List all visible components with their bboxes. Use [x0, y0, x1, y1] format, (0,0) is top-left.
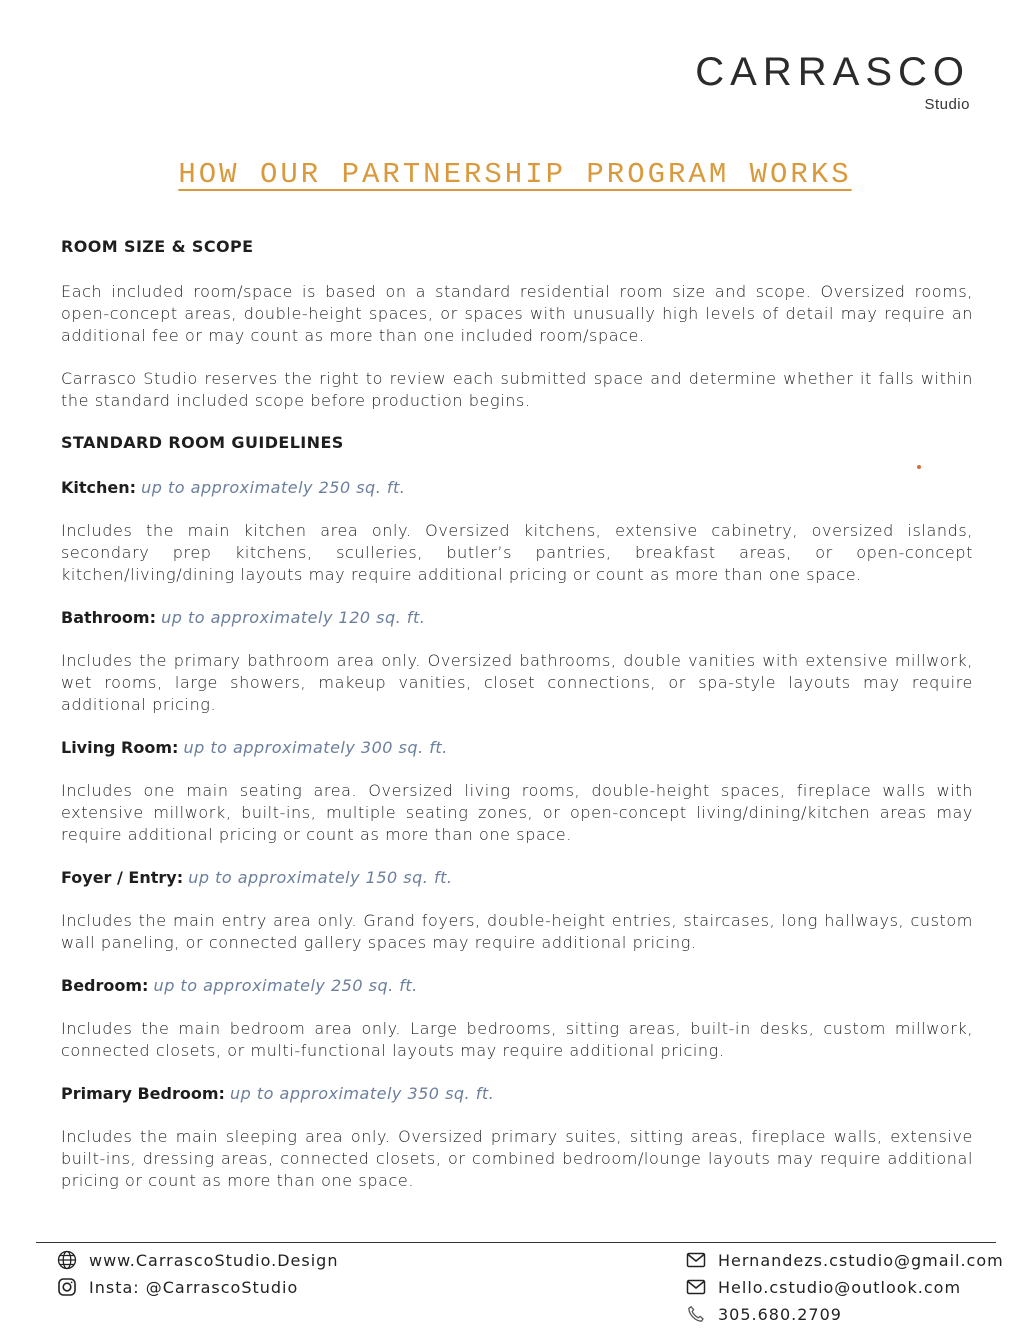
room-foyer-label [61, 867, 973, 889]
room-label: Primary Bedroom: [61, 1084, 225, 1103]
room-living-label [61, 737, 973, 759]
room-label: Bathroom: [61, 608, 156, 627]
brand-name: CARRASCO [695, 50, 970, 94]
room-foyer-text: Includes the main entry area only. Grand foyers, double-height entries, staircases, long hallways, custom wall paneling, or connected gallery spaces may require additional pricing. [61, 911, 973, 952]
room-range: up to approximately 300 sq. ft. [183, 738, 448, 757]
room-label: Foyer / Entry: [61, 868, 184, 887]
insta-link[interactable]: Insta: @CarrascoStudio [89, 1277, 299, 1297]
phone-link[interactable]: 305.680.2709 [718, 1304, 842, 1324]
section-heading-guidelines: STANDARD ROOM GUIDELINES [61, 433, 344, 452]
brand-sub: Studio [924, 96, 970, 113]
room-primary-bedroom-text: Includes the main sleeping area only. Oversized primary suites, sitting areas, fireplace walls, extensive built-ins, dressing areas, connected closets, or combined bedroom/lounge layouts may require additional pricing or count as more than one space. [61, 1127, 973, 1190]
room-bedroom-text: Includes the main bedroom area only. Large bedrooms, sitting areas, built-in desks, custom millwork, connected closets, or multi-functional layouts may require additional pricing. [61, 1019, 973, 1060]
room-range: up to approximately 150 sq. ft. [188, 868, 453, 887]
footer-email-1[interactable] [685, 1249, 1004, 1271]
footer-insta[interactable] [56, 1276, 298, 1298]
section-heading-scope: ROOM SIZE & SCOPE [61, 237, 254, 256]
website-link[interactable]: www.CarrascoStudio.Design [89, 1250, 339, 1270]
room-kitchen-label [61, 477, 973, 499]
mail-icon [685, 1249, 707, 1271]
page-title-wrap [0, 158, 1030, 191]
room-kitchen-text: Includes the main kitchen area only. Oversized kitchens, extensive cabinetry, oversized islands, secondary prep kitchens, sculleries, butler’s pantries, breakfast areas, or open-concept kitchen/living/dining layouts may require additional pricing or count as more than one space. [61, 521, 973, 584]
room-range: up to approximately 120 sq. ft. [161, 608, 426, 627]
page-title: HOW OUR PARTNERSHIP PROGRAM WORKS [178, 158, 852, 191]
room-bedroom-label [61, 975, 973, 997]
room-label: Kitchen: [61, 478, 137, 497]
instagram-icon [56, 1276, 78, 1298]
room-label: Bedroom: [61, 976, 149, 995]
room-bathroom-text: Includes the primary bathroom area only. Oversized bathrooms, double vanities with extensive millwork, wet rooms, large showers, makeup vanities, closet connections, or spa-style layouts may require additional pricing. [61, 651, 973, 714]
phone-icon [685, 1303, 707, 1325]
mail-icon [685, 1276, 707, 1298]
scope-paragraph-1: Each included room/space is based on a standard residential room size and scope. Oversized rooms, open-concept areas, double-height spaces, or spaces with unusually high levels of detail may require an additional fee or may count as more than one included room/space. [61, 282, 973, 345]
globe-icon [56, 1249, 78, 1271]
room-range: up to approximately 250 sq. ft. [141, 478, 406, 497]
scope-paragraph-2: Carrasco Studio reserves the right to review each submitted space and determine whether it falls within the standard included scope before production begins. [61, 369, 973, 410]
footer-divider [36, 1242, 996, 1243]
room-range: up to approximately 350 sq. ft. [230, 1084, 495, 1103]
room-bathroom-label [61, 607, 973, 629]
room-primary-bedroom-label [61, 1083, 973, 1105]
content [61, 236, 973, 1192]
email-2-link[interactable]: Hello.cstudio@outlook.com [718, 1277, 962, 1297]
room-range: up to approximately 250 sq. ft. [153, 976, 418, 995]
room-living-text: Includes one main seating area. Oversized living rooms, double-height spaces, fireplace walls with extensive millwork, built-ins, multiple seating zones, or open-concept living/dining/kitchen areas may require additional pricing or count as more than one space. [61, 781, 973, 844]
room-label: Living Room: [61, 738, 179, 757]
footer-email-2[interactable] [685, 1276, 961, 1298]
footer-website[interactable] [56, 1249, 338, 1271]
email-1-link[interactable]: Hernandezs.cstudio@gmail.com [718, 1250, 1004, 1270]
footer-phone[interactable] [685, 1303, 842, 1325]
brand-logo [695, 52, 970, 113]
